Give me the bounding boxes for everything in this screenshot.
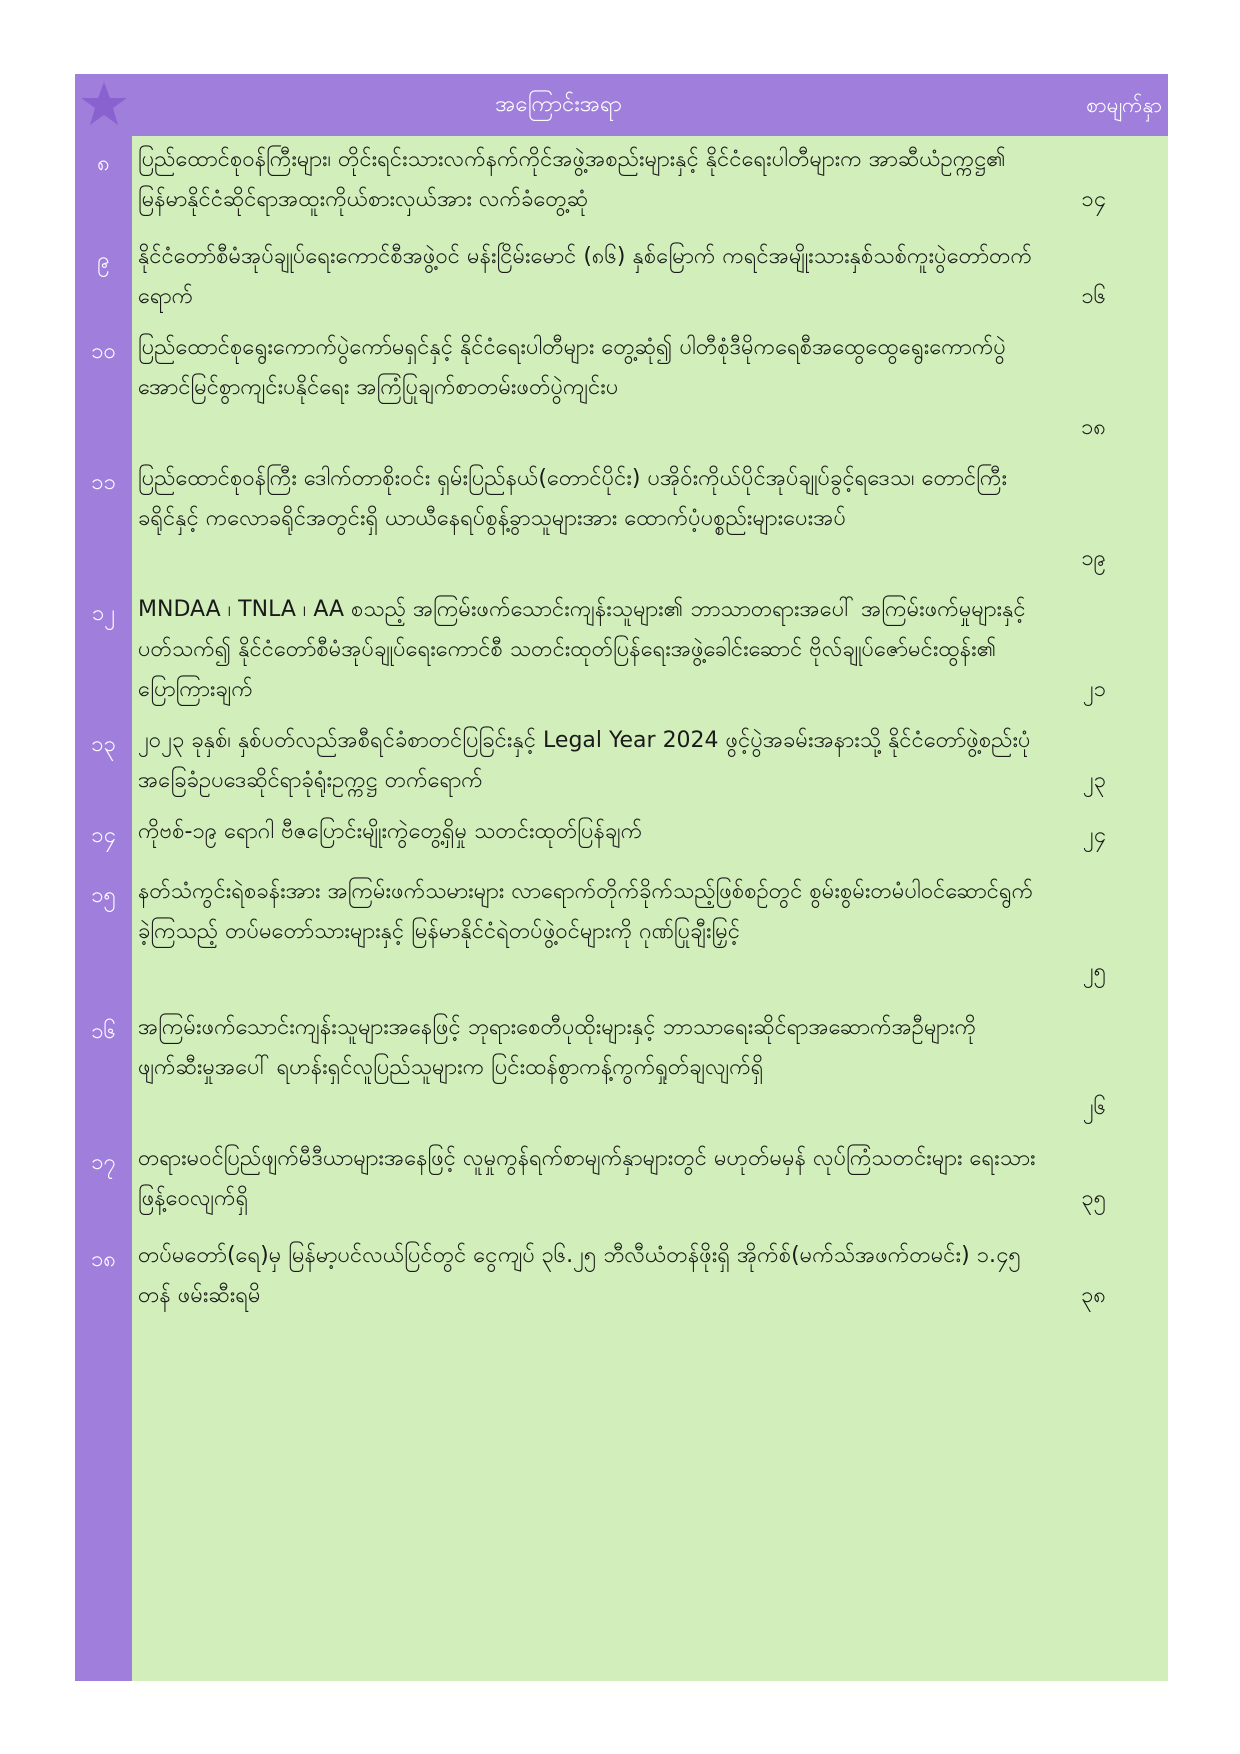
entry-page-number: ၂၆ — [1082, 1095, 1106, 1120]
toc-entry[interactable] — [75, 1232, 1168, 1329]
entry-title: တပ်မတော်(ရေ)မှ မြန်မာ့ပင်လယ်ပြင်တွင် ငွေကျပ် ၃၆.၂၅ ဘီလီယံတန်ဖိုးရှိ အိုက်စ်(မက်သ်အဖက်တမင်း) ၁.၄၅ တန် ဖမ်းဆီးရမိ — [138, 1243, 1021, 1308]
toc-entry[interactable] — [75, 1135, 1168, 1232]
entry-page-number: ၁၉ — [1081, 546, 1106, 571]
toc-entry[interactable] — [75, 455, 1168, 586]
entry-number: ၉ — [97, 248, 110, 273]
toc-entry[interactable] — [75, 868, 1168, 1004]
entry-title: ပြည်ထောင်စုဝန်ကြီးများ၊ တိုင်းရင်းသားလက်နက်ကိုင်အဖွဲ့အစည်းများနှင့် နိုင်ငံရေးပါတီများက အာဆီယံဥက္ကဋ္ဌ၏ မြန်မာနိုင်ငံဆိုင်ရာအထူးကိုယ်စားလှယ်အား လက်ခံတွေ့ဆုံ — [138, 147, 1006, 212]
entry-number: ၁၆ — [91, 1019, 116, 1044]
entry-title: အကြမ်းဖက်သောင်းကျန်းသူများအနေဖြင့် ဘုရားစေတီပုထိုးများနှင့် ဘာသာရေးဆိုင်ရာအဆောက်အဦများကို ဖျက်ဆီးမှုအပေါ် ရဟန်းရှင်လူပြည်သူများက ပြင်းထန်စွာကန့်ကွက်ရှုတ်ချလျက်ရှိ — [138, 1015, 977, 1080]
entry-page-number: ၁၄ — [1081, 187, 1106, 212]
entry-title: ကိုဗစ်-၁၉ ရောဂါ ဗီဇပြောင်းမျိုးကွဲတွေ့ရှိမှု သတင်းထုတ်ပြန်ချက် — [138, 819, 643, 844]
toc-entry[interactable] — [75, 808, 1168, 868]
table-of-contents — [75, 74, 1168, 1681]
entry-number: ၁၈ — [91, 1247, 116, 1272]
entry-page-number: ၂၅ — [1082, 959, 1106, 984]
entry-page-number: ၁၈ — [1081, 415, 1106, 440]
entry-title: MNDAA ၊ TNLA ၊ AA စသည့် အကြမ်းဖက်သောင်းကျန်းသူများ၏ ဘာသာတရားအပေါ် အကြမ်းဖက်မှုများနှင့်ပတ်သက်၍ နိုင်ငံတော်စီမံအုပ်ချုပ်ရေးကောင်စီ သတင်းထုတ်ပြန်ရေးအဖွဲ့ခေါင်းဆောင် ဗိုလ်ချုပ်ဇော်မင်းထွန်း၏ ပြောကြားချက် — [138, 597, 1026, 702]
entry-title: တရားမဝင်ပြည်ဖျက်မီဒီယာများအနေဖြင့် လူမှုကွန်ရက်စာမျက်နှာများတွင် မဟုတ်မမှန် လုပ်ကြံသတင်းများ ရေးသားဖြန့်ဝေလျက်ရှိ — [138, 1146, 1036, 1211]
entry-number: ၁၁ — [91, 470, 116, 495]
entry-page-number: ၂၄ — [1082, 823, 1106, 848]
entry-title: နိုင်ငံတော်စီမံအုပ်ချုပ်ရေးကောင်စီအဖွဲ့ဝင် မန်းငြိမ်းမောင် (၈၆) နှစ်မြောက် ကရင်အမျိုးသားနှစ်သစ်ကူးပွဲတော်တက်ရောက် — [138, 244, 1033, 309]
entry-page-number: ၃၈ — [1081, 1283, 1106, 1308]
toc-entry[interactable] — [75, 136, 1168, 233]
entry-number: ၁၇ — [91, 1150, 116, 1175]
entry-number: ၁၃ — [91, 732, 116, 757]
toc-entry[interactable] — [75, 717, 1168, 808]
entry-number: ၁၄ — [91, 823, 116, 848]
entry-title: ပြည်ထောင်စုရွေးကောက်ပွဲကော်မရှင်နှင့် နိုင်ငံရေးပါတီများ တွေ့ဆုံ၍ ပါတီစုံဒီမိုကရေစီအထွေထွေရွေးကောက်ပွဲ အောင်မြင်စွာကျင်းပနိုင်ရေး အကြံပြုချက်စာတမ်းဖတ်ပွဲကျင်းပ — [138, 335, 1006, 400]
entry-number: ၁၀ — [91, 339, 116, 364]
entry-page-number: ၂၃ — [1082, 768, 1106, 793]
entry-page-number: ၂၁ — [1082, 677, 1106, 702]
entry-title: ပြည်ထောင်စုဝန်ကြီး ဒေါက်တာစိုးဝင်း ရှမ်းပြည်နယ်(တောင်ပိုင်း) ပအိုဝ်းကိုယ်ပိုင်အုပ်ချုပ်ခွင့်ရဒေသ၊ တောင်ကြီးခရိုင်နှင့် ကလောခရိုင်အတွင်းရှိ ယာယီနေရပ်စွန့်ခွာသူများအား ထောက်ပံ့ပစ္စည်းများပေးအပ် — [138, 466, 1008, 531]
entry-number: ၁၂ — [91, 601, 116, 626]
entry-number: ၈ — [97, 151, 110, 176]
toc-entry[interactable] — [75, 1004, 1168, 1135]
entry-number: ၁၅ — [91, 883, 116, 908]
entry-title: ၂၀၂၃ ခုနှစ်၊ နှစ်ပတ်လည်အစီရင်ခံစာတင်ပြခြင်းနှင့် Legal Year 2024 ဖွင့်ပွဲအခမ်းအနားသို့ နိုင်ငံတော်ဖွဲ့စည်းပုံအခြေခံဥပဒေဆိုင်ရာခုံရုံးဥက္ကဋ္ဌ တက်ရောက် — [138, 728, 1031, 793]
toc-entry[interactable] — [75, 233, 1168, 324]
toc-title: အကြောင်းအရာ — [495, 92, 622, 117]
entry-page-number: ၁၆ — [1081, 284, 1106, 309]
entry-page-number: ၃၅ — [1081, 1186, 1106, 1211]
entry-title: နတ်သံကွင်းရဲစခန်းအား အကြမ်းဖက်သမားများ လာရောက်တိုက်ခိုက်သည့်ဖြစ်စဉ်တွင် စွမ်းစွမ်းတမံပါဝင်ဆောင်ရွက်ခဲ့ကြသည့် တပ်မတော်သားများနှင့် မြန်မာနိုင်ငံရဲတပ်ဖွဲ့ဝင်များကို ဂုဏ်ပြုချီးမြှင့် — [138, 879, 1034, 944]
toc-entry[interactable] — [75, 586, 1168, 717]
toc-header — [75, 74, 1168, 136]
star-icon — [78, 79, 130, 131]
toc-entry[interactable] — [75, 324, 1168, 455]
page-column-label: စာမျက်နှာ — [1086, 93, 1162, 117]
